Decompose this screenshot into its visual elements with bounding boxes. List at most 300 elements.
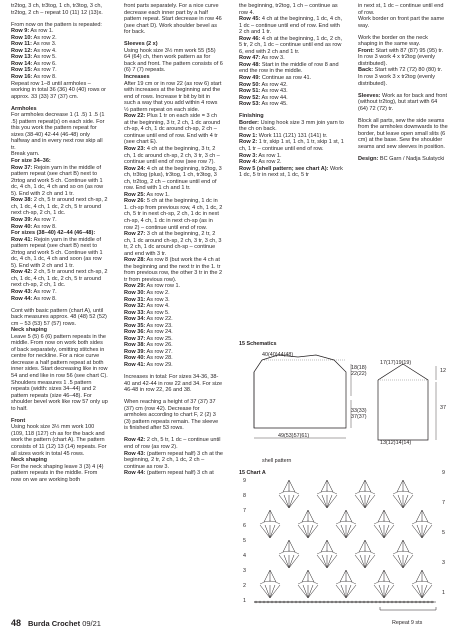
treble-stitch-icon bbox=[403, 555, 413, 568]
paragraph bbox=[124, 470, 223, 477]
cluster-stitch-icon bbox=[365, 480, 371, 492]
paragraph-text: Break yarn. bbox=[11, 151, 40, 158]
paragraph bbox=[239, 16, 344, 36]
chart-caption: shell pattern bbox=[262, 458, 292, 464]
treble-stitch-icon bbox=[422, 525, 432, 538]
chart-row-number-right: 1 bbox=[442, 590, 445, 596]
cluster-stitch-icon bbox=[384, 510, 390, 522]
sleeve-cap-measure: 12 bbox=[440, 368, 446, 374]
paragraph-text: BC Garn / Nadja Sulatycki bbox=[378, 155, 445, 162]
paragraph-text: As row 5. bbox=[145, 309, 170, 316]
treble-stitch-icon bbox=[279, 495, 289, 508]
paragraph bbox=[124, 257, 223, 283]
paragraph-text: As row 8. bbox=[32, 223, 57, 230]
paragraph-heading: Row 23: bbox=[124, 145, 146, 152]
paragraph-heading: Increases bbox=[124, 73, 150, 80]
paragraph-heading: Row 47: bbox=[239, 55, 261, 62]
treble-stitch-icon bbox=[289, 495, 294, 508]
paragraph-heading: Row 34: bbox=[124, 316, 146, 323]
paragraph-text: As row 25. bbox=[145, 335, 173, 342]
treble-stitch-icon bbox=[260, 525, 270, 538]
paragraph-heading: Row 12: bbox=[11, 47, 33, 54]
paragraph-text: Work the border on the neck shaping in the same way. bbox=[358, 34, 430, 48]
treble-stitch-icon bbox=[336, 525, 346, 538]
paragraph-heading: Row 1: bbox=[239, 132, 258, 139]
cluster-stitch-icon bbox=[359, 480, 365, 492]
treble-stitch-icon bbox=[412, 585, 422, 598]
cluster-stitch-icon bbox=[302, 570, 308, 582]
paragraph-heading: Row 24: bbox=[124, 165, 146, 172]
paragraph bbox=[11, 296, 108, 303]
paragraph-text: For the neck shaping leave 3 (3) 4 (4) pattern repeats in the middle. From now on we are working both bbox=[11, 463, 106, 483]
paragraph bbox=[239, 101, 344, 108]
paragraph bbox=[239, 3, 344, 16]
paragraph-text: Rejoin yarn in the middle of pattern repeat (see chart B) next to 2trtog and work 5 ch. Continue with 1 dc, 4 ch, 1 dc, 4 ch and so on (as row 5). End with 2 ch and 1 tr. bbox=[11, 164, 105, 197]
cluster-stitch-icon bbox=[308, 510, 314, 522]
cluster-stitch-icon bbox=[321, 480, 327, 492]
paragraph-text: As row 2. bbox=[257, 159, 282, 166]
paragraph-heading: Neck shaping bbox=[11, 327, 48, 334]
paragraph-heading: Row 48: bbox=[239, 61, 261, 68]
paragraph bbox=[11, 308, 108, 328]
paragraph-text: As row 7. bbox=[32, 216, 57, 223]
cluster-stitch-icon bbox=[327, 540, 333, 552]
paragraph-text: As row 4. bbox=[32, 47, 57, 54]
cluster-stitch-icon bbox=[416, 570, 422, 582]
treble-stitch-icon bbox=[327, 495, 332, 508]
paragraph-text: As row 24. bbox=[145, 329, 173, 336]
chart-row-number-right: 7 bbox=[442, 500, 445, 506]
paragraph-text: As row 29. bbox=[145, 362, 173, 369]
chart-title: 15 Chart A bbox=[239, 470, 266, 476]
treble-stitch-icon bbox=[308, 585, 318, 598]
body-outline bbox=[254, 355, 346, 428]
chart-row-number: 8 bbox=[243, 493, 246, 499]
paragraph-heading: Front: bbox=[358, 47, 375, 54]
paragraph-text: Work 1 dc, 5 tr in next st, 1 dc, 5 tr bbox=[239, 165, 345, 179]
paragraph-heading: Row 4: bbox=[239, 159, 258, 166]
paragraph-heading: Row 50: bbox=[239, 81, 261, 88]
text-column-3 bbox=[239, 3, 344, 179]
treble-stitch-icon bbox=[270, 525, 280, 538]
chart-row-number: 2 bbox=[243, 583, 246, 589]
chart-row-number: 1 bbox=[243, 598, 246, 604]
paragraph bbox=[239, 36, 344, 56]
paragraph-text: After 19 cm or in row 22 (as row 6) start with increases at the beginning and the end of rows. Increase tr bit by bit in such a way that you add within 4 rows ½ pattern repeat on each side. bbox=[124, 80, 223, 113]
paragraph-text: As row 6. bbox=[32, 60, 57, 67]
treble-stitch-icon bbox=[403, 555, 408, 568]
paragraph-heading: Row 44: bbox=[11, 295, 33, 302]
paragraph-text: Work 111 (121) 131 (141) tr. bbox=[257, 132, 328, 139]
paragraph bbox=[124, 166, 223, 192]
paragraph-text: 1 tr, skip 1 st, 1 ch, 1 tr, skip 1 st, 1 ch, 1 tr – continue until end of row. bbox=[239, 139, 346, 152]
treble-stitch-icon bbox=[284, 555, 289, 568]
paragraph bbox=[124, 198, 223, 231]
treble-stitch-icon bbox=[355, 495, 365, 508]
paragraph-heading: Row 42: bbox=[11, 269, 33, 276]
treble-stitch-icon bbox=[365, 555, 375, 568]
paragraph-heading: Row 16: bbox=[11, 73, 33, 80]
treble-stitch-icon bbox=[360, 555, 365, 568]
paragraph-heading: Row 22: bbox=[124, 113, 146, 120]
treble-stitch-icon bbox=[379, 525, 384, 538]
paragraph-text: As row 4. bbox=[145, 303, 170, 310]
repeat-label: Repeat 9 sts bbox=[392, 620, 423, 626]
chart-row-number: 5 bbox=[243, 538, 246, 544]
treble-stitch-icon bbox=[374, 525, 384, 538]
cluster-stitch-icon bbox=[289, 540, 295, 552]
cluster-stitch-icon bbox=[283, 480, 289, 492]
paragraph-heading: Border: bbox=[239, 119, 260, 126]
paragraph-heading: Row 15: bbox=[11, 67, 33, 74]
paragraph-heading: Armholes bbox=[11, 105, 37, 112]
cluster-stitch-icon bbox=[397, 540, 403, 552]
treble-stitch-icon bbox=[308, 585, 313, 598]
paragraph-heading: For sizes (38–40) 42–44 (46–48): bbox=[11, 230, 96, 237]
chart-row-number: 3 bbox=[243, 568, 246, 574]
treble-stitch-icon bbox=[265, 525, 270, 538]
treble-stitch-icon bbox=[398, 555, 403, 568]
cluster-stitch-icon bbox=[397, 480, 403, 492]
treble-stitch-icon bbox=[384, 585, 394, 598]
paragraph-text: As row 1. bbox=[257, 152, 282, 159]
cluster-stitch-icon bbox=[321, 540, 327, 552]
paragraph-text: As row 2. bbox=[32, 34, 57, 41]
paragraph-text: 3 ch at the beginning, 2 tr, 2 ch, 1 dc around ch-sp, 2 ch, 3 tr, 3 ch, 3 tr, 2 ch, 1 dc around ch-sp – continue and end with 3 tr. bbox=[124, 231, 223, 257]
paragraph-heading: Row 41: bbox=[124, 362, 146, 369]
treble-stitch-icon bbox=[384, 525, 389, 538]
cluster-stitch-icon bbox=[340, 510, 346, 522]
paragraph-heading: Back: bbox=[358, 67, 374, 74]
treble-stitch-icon bbox=[322, 495, 327, 508]
treble-stitch-icon bbox=[298, 525, 308, 538]
cluster-stitch-icon bbox=[340, 570, 346, 582]
paragraph-text: 4 ch at the beginning, 3 tr, 2 ch, 1 dc around ch-sp, 2 ch, 3 tr, 3 ch – continue until end of row (see row 7). bbox=[124, 145, 222, 166]
treble-stitch-icon bbox=[289, 555, 294, 568]
paragraph-heading: Row 27: bbox=[124, 231, 146, 238]
paragraph-text: Work as for back and front (without tr2tog), but start with 64 (64) 72 (72) tr. bbox=[358, 92, 449, 112]
treble-stitch-icon bbox=[322, 555, 327, 568]
treble-stitch-icon bbox=[384, 525, 394, 538]
paragraph bbox=[11, 165, 108, 198]
paragraph-heading: Row 39: bbox=[11, 216, 33, 223]
paragraph-text: As row 5. bbox=[32, 54, 57, 61]
paragraph bbox=[239, 62, 344, 75]
treble-stitch-icon bbox=[360, 495, 365, 508]
text-column-1 bbox=[11, 3, 108, 483]
cluster-stitch-icon bbox=[264, 570, 270, 582]
cluster-stitch-icon bbox=[283, 540, 289, 552]
treble-stitch-icon bbox=[422, 585, 432, 598]
magazine-name: Burda Crochet bbox=[28, 619, 81, 628]
paragraph-text: As row 45. bbox=[260, 101, 288, 108]
paragraph-text: 4 ch at the beginning, tr2tog, 3 ch, tr3tog (plus), tr3tog, 1 ch, tr3tog, 3 ch, tr2tog, 2 ch – continue until end of row. End with 1 ch and 1 tr. bbox=[124, 165, 224, 192]
treble-stitch-icon bbox=[341, 525, 346, 538]
paragraph-heading: Row 41: bbox=[11, 236, 33, 243]
paragraph-heading: Row 30: bbox=[124, 290, 146, 297]
treble-stitch-icon bbox=[260, 585, 270, 598]
treble-stitch-icon bbox=[317, 495, 327, 508]
treble-stitch-icon bbox=[355, 555, 365, 568]
page-number: 48 bbox=[11, 618, 22, 628]
treble-stitch-icon bbox=[346, 585, 351, 598]
paragraph-heading: Row 13: bbox=[11, 54, 33, 61]
paragraph bbox=[358, 3, 448, 16]
treble-stitch-icon bbox=[279, 555, 289, 568]
chart-row-number-right: 3 bbox=[442, 560, 445, 566]
paragraph-heading: Row 38: bbox=[124, 342, 146, 349]
paragraph-text: As row 1. bbox=[145, 191, 170, 198]
paragraph bbox=[358, 35, 448, 48]
paragraph-text: As row 23. bbox=[145, 322, 173, 329]
paragraph-text: (pattern repeat half) 3 ch at the beginning, 2 tr, 2 ch, 1 dc, 2 ch – continue as row 3. bbox=[124, 450, 225, 470]
paragraph-heading: For size 34–36: bbox=[11, 158, 51, 165]
paragraph-text: 5 ch at the beginning, 1 dc in 1. ch-sp from previous row, 4 ch, 1 dc, 2 ch, 5 tr in next ch-sp, 2 ch, 1 dc in next ch-sp, 4 ch, 1 dc in next ch-sp (as in row 2) – continue until end of row. bbox=[124, 198, 224, 231]
paragraph bbox=[11, 3, 108, 16]
paragraph-text: As row 44. bbox=[260, 94, 288, 101]
paragraph-heading: Row 28: bbox=[124, 257, 146, 264]
paragraph bbox=[124, 437, 223, 450]
treble-stitch-icon bbox=[289, 555, 299, 568]
paragraph-heading: Row 45: bbox=[239, 16, 261, 23]
treble-stitch-icon bbox=[365, 495, 370, 508]
paragraph-heading: Row 49: bbox=[239, 75, 261, 82]
treble-stitch-icon bbox=[417, 525, 422, 538]
treble-stitch-icon bbox=[341, 585, 346, 598]
treble-stitch-icon bbox=[327, 555, 337, 568]
paragraph-text: Rejoin yarn in the middle of pattern repeat (see chart B) next to 2trtog and work 5 ch. Continue with 1 dc, 4 ch, 1 dc, 4 ch and soon (as row 5). End with 2 ch and 1 tr. bbox=[11, 236, 105, 269]
paragraph-text: Using hook size 3 mm join yarn to the ch on back. bbox=[239, 119, 346, 133]
paragraph-heading: Row 40: bbox=[124, 355, 146, 362]
treble-stitch-icon bbox=[289, 495, 299, 508]
treble-stitch-icon bbox=[365, 555, 370, 568]
treble-stitch-icon bbox=[393, 555, 403, 568]
cluster-stitch-icon bbox=[327, 480, 333, 492]
paragraph-text: As row 42. bbox=[260, 81, 288, 88]
paragraph-text: Using hook size 3½ mm work 100 (109, 118 (127) ch as for the back and work the pattern (chart A). The pattern consists of 11 (12) 13 (14) repeats. For all sizes work in total 45 rows. bbox=[11, 424, 109, 457]
paragraph-text: Plus 1 tr on each side = 3 ch at the beginning, 3 tr, 2 ch, 1 dc around ch-sp, 4 ch, 1 dc around ch-sp, 2 ch – continue until end of row. End with 4 tr (see chart E). bbox=[124, 113, 222, 146]
paragraph-text: As row 43. bbox=[260, 88, 288, 95]
paragraph-heading: Row 10: bbox=[11, 34, 33, 41]
paragraph-text: Continue as row 41. bbox=[260, 75, 312, 82]
paragraph-text: As row 3. bbox=[145, 296, 170, 303]
paragraph bbox=[11, 237, 108, 270]
paragraph-heading: Row 25: bbox=[124, 191, 146, 198]
treble-stitch-icon bbox=[365, 495, 375, 508]
paragraph-text: As row 8 (but work the 4 ch at the beginning and the next tr in the 1. tr from previous row, the other 3 tr in the 2 tr from previous row). bbox=[124, 257, 224, 283]
sleeve-top-measure: 17(17)19(19) bbox=[380, 360, 412, 366]
cluster-stitch-icon bbox=[270, 510, 276, 522]
paragraph bbox=[239, 166, 344, 179]
treble-stitch-icon bbox=[308, 525, 313, 538]
paragraph-text: front parts separately. For a nice curve decrease each inner part by a half pattern repeat. Start decrease in row 46 (see chart D). Work shoulder bevel as for back. bbox=[124, 3, 224, 36]
paragraph-text: Start with 87 (87) 95 (95) tr. In row 3 work 4 x tr2tog (evenly distributed). bbox=[358, 47, 445, 67]
paragraph bbox=[11, 424, 108, 457]
paragraph-text: As row 22. bbox=[145, 316, 173, 323]
paragraph-text: As row 8. bbox=[32, 295, 57, 302]
treble-stitch-icon bbox=[270, 525, 275, 538]
treble-stitch-icon bbox=[403, 495, 413, 508]
cluster-stitch-icon bbox=[416, 510, 422, 522]
paragraph-heading: Row 43: bbox=[124, 450, 146, 457]
paragraph-heading: Neck shaping bbox=[11, 457, 48, 464]
cluster-stitch-icon bbox=[422, 570, 428, 582]
paragraph-heading: Row 14: bbox=[11, 60, 33, 67]
paragraph bbox=[11, 197, 108, 217]
paragraph-heading: Row 31: bbox=[124, 296, 146, 303]
treble-stitch-icon bbox=[265, 585, 270, 598]
treble-stitch-icon bbox=[270, 585, 280, 598]
treble-stitch-icon bbox=[327, 555, 332, 568]
cluster-stitch-icon bbox=[308, 570, 314, 582]
front-armhole-measure: 18(18) 22(22) bbox=[351, 365, 367, 377]
treble-stitch-icon bbox=[417, 585, 422, 598]
paragraph-text: 2 ch, 5 tr around next ch-sp, 2 ch, 1 dc, 4 ch, 1 dc, 2 ch, 5 tr around next ch-sp, 2 ch, 1 dc. bbox=[11, 197, 110, 217]
cluster-stitch-icon bbox=[346, 510, 352, 522]
treble-stitch-icon bbox=[379, 585, 384, 598]
paragraph-text: As row 26. bbox=[145, 342, 173, 349]
paragraph-text: From now on the pattern is repeated: bbox=[11, 21, 102, 28]
text-column-2 bbox=[124, 3, 223, 477]
paragraph-text: Using hook size 3½ mm work 55 (55) 64 (64) ch, then work pattern as for back and front. The pattern consists of 6 (6) 7 (7) repeats. bbox=[124, 47, 225, 74]
paragraph bbox=[124, 81, 223, 114]
paragraph-heading: Row 38: bbox=[11, 197, 33, 204]
cluster-stitch-icon bbox=[302, 510, 308, 522]
cluster-stitch-icon bbox=[346, 570, 352, 582]
treble-stitch-icon bbox=[270, 585, 275, 598]
paragraph-text: As row 2. bbox=[145, 290, 170, 297]
issue-number: 09/21 bbox=[82, 619, 101, 628]
paragraph bbox=[124, 48, 223, 74]
paragraph bbox=[358, 67, 448, 87]
cluster-stitch-icon bbox=[403, 480, 409, 492]
paragraph-text: As row 28. bbox=[145, 355, 173, 362]
cluster-stitch-icon bbox=[264, 510, 270, 522]
front-bottom-measure: 49(53)57(61) bbox=[278, 433, 310, 439]
paragraph-heading: Row 5 (shell pattern; see chart A): bbox=[239, 165, 329, 172]
paragraph-text: As row 7. bbox=[32, 67, 57, 74]
paragraph-text: in next st, 1 dc – continue until end of row. bbox=[358, 3, 445, 16]
paragraph-heading: Row 11: bbox=[11, 41, 32, 48]
paragraph-heading: Row 37: bbox=[124, 335, 146, 342]
paragraph-text: As row 8. bbox=[32, 73, 57, 80]
paragraph-text: As row 7. bbox=[32, 288, 57, 295]
paragraph-text: As row 27. bbox=[145, 348, 173, 355]
paragraph bbox=[124, 146, 223, 166]
paragraph-text: Leave 5 (5) 6 (6) pattern repeats in the middle. From now on work both sides of back separately, omitting stitches in centre for neckline. For a nice curve decrease a half pattern repeat at both inner sides. Start decreasing like in row 54 and end like in row 56 (see chart C). Shoulders measures 1 .5 pattern repeats (width: sizes 34–44) and 2 pattern repeats (size 46–48). For shoulder bevel work like row 57 only up to half. bbox=[11, 333, 110, 412]
paragraph bbox=[124, 451, 223, 471]
paragraph-heading: Row 43: bbox=[11, 288, 33, 295]
paragraph-heading: Row 26: bbox=[124, 198, 146, 205]
paragraph-heading: Sleeves (2 x) bbox=[124, 41, 158, 48]
cluster-stitch-icon bbox=[384, 570, 390, 582]
sleeve-outline bbox=[378, 364, 428, 440]
sleeve-side-measure: 37 bbox=[440, 405, 446, 411]
treble-stitch-icon bbox=[374, 585, 384, 598]
paragraph bbox=[358, 118, 448, 151]
chart-row-number: 7 bbox=[243, 508, 246, 514]
paragraph-heading: Design: bbox=[358, 155, 379, 162]
treble-stitch-icon bbox=[393, 495, 403, 508]
treble-stitch-icon bbox=[327, 495, 337, 508]
treble-stitch-icon bbox=[346, 525, 351, 538]
paragraph-heading: Front bbox=[11, 417, 26, 424]
paragraph bbox=[358, 48, 448, 68]
treble-stitch-icon bbox=[346, 525, 356, 538]
paragraph-text: the beginning, tr2tog, 1 ch – continue as row 4. bbox=[239, 3, 340, 16]
paragraph-heading: Row 3: bbox=[239, 152, 258, 159]
paragraph-text: For armholes decrease 1 (1 .5) 1 .5 (1 .5) pattern repeat(s) on each side. For this you work the pattern repeat for sizes (38-40) 42-44 (46-48) only halfway and in every next row skip all tr. bbox=[11, 112, 106, 151]
treble-stitch-icon bbox=[422, 585, 427, 598]
treble-stitch-icon bbox=[384, 585, 389, 598]
cluster-stitch-icon bbox=[270, 570, 276, 582]
treble-stitch-icon bbox=[422, 525, 427, 538]
paragraph bbox=[124, 362, 223, 369]
paragraph-heading: Row 29: bbox=[124, 283, 146, 290]
treble-stitch-icon bbox=[298, 585, 308, 598]
treble-stitch-icon bbox=[317, 555, 327, 568]
treble-stitch-icon bbox=[284, 495, 289, 508]
paragraph bbox=[11, 464, 108, 484]
paragraph-heading: Row 9: bbox=[11, 28, 30, 35]
cluster-stitch-icon bbox=[289, 480, 295, 492]
paragraph-text: As row 3. bbox=[260, 55, 285, 62]
chart-row-number: 4 bbox=[243, 553, 246, 559]
paragraph-text: Start in the middle of row 8 and end the row in the middle. bbox=[239, 61, 341, 75]
page-footer bbox=[11, 618, 101, 628]
cluster-stitch-icon bbox=[422, 510, 428, 522]
paragraph bbox=[124, 3, 223, 36]
cluster-stitch-icon bbox=[378, 570, 384, 582]
paragraph bbox=[124, 399, 223, 432]
paragraph-heading: Row 44: bbox=[124, 470, 146, 477]
treble-stitch-icon bbox=[303, 585, 308, 598]
paragraph-text: Repeat row 1–8 until armholes – working in total 36 (36) 40 (40) rows or approx. 33 (33) 37 (37) cm. bbox=[11, 80, 108, 100]
paragraph bbox=[358, 16, 448, 29]
chart-row-number-right: 9 bbox=[442, 470, 445, 476]
paragraph-heading: Row 40: bbox=[11, 223, 33, 230]
paragraph bbox=[11, 81, 108, 101]
paragraph-heading: Row 52: bbox=[239, 94, 261, 101]
chart-row-number: 9 bbox=[243, 478, 246, 484]
paragraph bbox=[358, 156, 448, 163]
paragraph-heading: Finishing bbox=[239, 113, 264, 120]
paragraph-text: Cont with basic pattern (chart A), until back measures approx. 48 (48) 52 (52) cm – 53 (53) 57 (57) rows. bbox=[11, 307, 109, 327]
chart-a-symbols bbox=[250, 474, 440, 614]
chart-row-number-right: 5 bbox=[442, 530, 445, 536]
chart-row-number: 6 bbox=[243, 523, 246, 529]
cluster-stitch-icon bbox=[365, 540, 371, 552]
sleeve-bottom-measure: 13(12)14(14) bbox=[380, 440, 412, 446]
cluster-stitch-icon bbox=[403, 540, 409, 552]
paragraph-heading: Row 42: bbox=[124, 437, 146, 444]
cluster-stitch-icon bbox=[378, 510, 384, 522]
paragraph-heading: Row 39: bbox=[124, 348, 146, 355]
treble-stitch-icon bbox=[412, 525, 422, 538]
paragraph-heading: Row 53: bbox=[239, 101, 261, 108]
paragraph-text: tr2tog, 3 ch, tr3tog, 1 ch, tr3tog, 3 ch, tr2tog, 2 ch – repeat 10 (11) 12 (13)x. bbox=[11, 3, 104, 16]
treble-stitch-icon bbox=[398, 495, 403, 508]
paragraph-text: Increases in total: For sizes 34-36, 38-40 and 42-44 in row 22 and 34. For size 46-48 in row 22, 26 and 38. bbox=[124, 374, 224, 394]
paragraph-heading: Row 2: bbox=[239, 139, 258, 146]
paragraph-text: As row row 1. bbox=[145, 283, 181, 290]
paragraph bbox=[239, 139, 344, 152]
cluster-stitch-icon bbox=[359, 540, 365, 552]
paragraph bbox=[358, 93, 448, 113]
paragraph-heading: Row 35: bbox=[124, 322, 146, 329]
paragraph bbox=[239, 120, 344, 133]
paragraph-heading: Row 51: bbox=[239, 88, 261, 95]
